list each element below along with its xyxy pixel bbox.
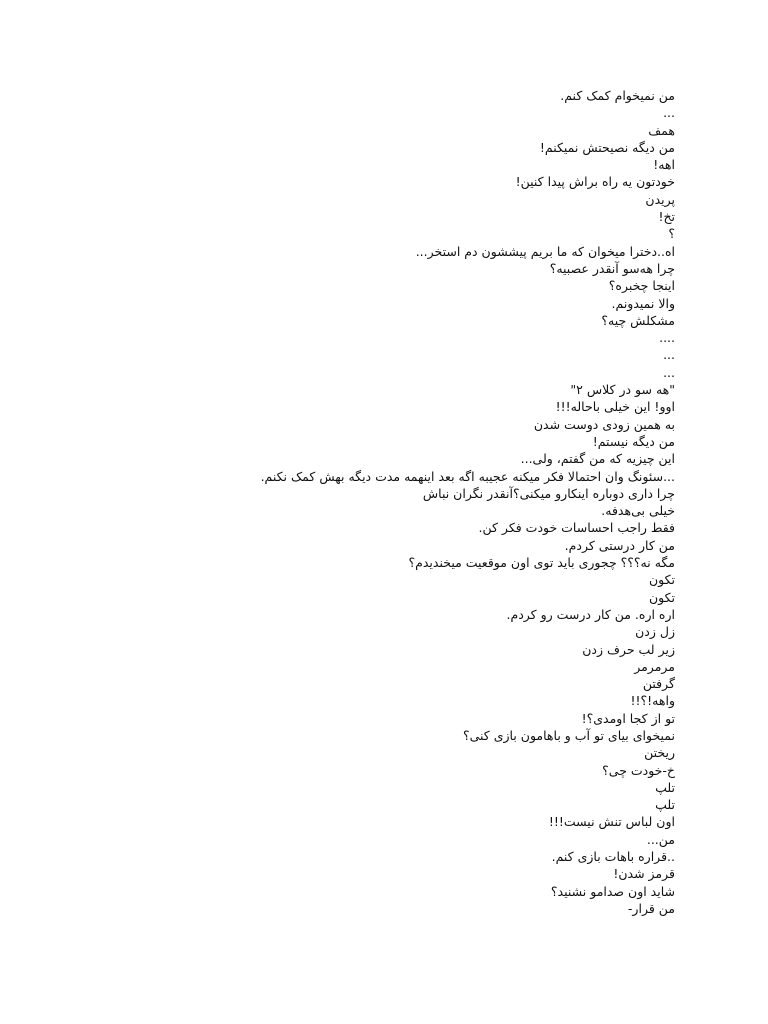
text-line: من دیگه نیستم!: [592, 433, 675, 449]
text-line: اوو! این خیلی باحاله!!!: [555, 399, 675, 415]
text-line: مرمرمر: [634, 658, 675, 674]
text-line: اره اره. من کار درست رو کردم.: [506, 606, 675, 622]
text-line: من کار درستی کردم.: [564, 537, 675, 553]
text-line: من دیگه نصیحتش نمیکنم!: [539, 139, 675, 155]
text-line: ...: [663, 105, 675, 121]
text-line: نمیخوای بیای تو آب و باهامون بازی کنی؟: [462, 727, 675, 743]
text-line: چرا داری دوباره اینکارو میکنی؟آنقدر نگران نباش: [422, 485, 675, 501]
text-line: من...: [646, 831, 675, 847]
text-line: ....: [659, 330, 675, 346]
text-line: خیلی بی‌هدفه.: [601, 503, 675, 519]
text-line: من قرار-: [627, 900, 675, 916]
text-line: پریدن: [645, 191, 675, 207]
text-line: همف: [648, 122, 675, 138]
text-line: مگه نه؟؟؟ چجوری باید توی اون موقعیت میخندیدم؟: [408, 555, 675, 571]
text-line: ...: [663, 364, 675, 380]
text-line: "هه سو در کلاس ۲": [570, 382, 675, 398]
text-line: تکون: [648, 589, 675, 605]
text-line: مشکلش چیه؟: [601, 312, 675, 328]
text-line: زیر لب حرف زدن: [582, 641, 675, 657]
text-line: اینجا چخبره؟: [608, 278, 675, 294]
text-line: تکون: [648, 572, 675, 588]
text-line: چرا هه‌سو آنقدر عصبیه؟: [549, 260, 675, 276]
text-line: زل زدن: [635, 624, 675, 640]
text-line: ریختن: [644, 745, 675, 761]
text-line: خ-خودت چی؟: [602, 762, 675, 778]
text-line: خودتون یه راه براش پیدا کنین!: [515, 174, 675, 190]
text-line: والا نمیدونم.: [611, 295, 675, 311]
text-line: اون لباس تنش نیست!!!: [548, 814, 675, 830]
text-line: ..قراره باهات بازی کنم.: [551, 849, 675, 865]
text-line: تو از کجا اومدی؟!: [581, 710, 675, 726]
text-line: به همین زودی دوست شدن: [533, 416, 675, 432]
text-line: شاید اون صدامو نشنید؟: [550, 883, 675, 899]
text-line: گرفتن: [642, 676, 675, 692]
text-line: ...سئونگ وان احتمالا فکر میکنه عجیبه اگه بعد اینهمه مدت دیگه بهش کمک نکنم.: [260, 468, 675, 484]
text-line: تلپ: [655, 797, 675, 813]
text-line: اهه!: [653, 157, 675, 173]
text-line: تخ!: [658, 209, 675, 225]
text-line: ...: [663, 347, 675, 363]
text-line: اه..دخترا میخوان که ما بریم پیششون دم استخر...: [415, 243, 675, 259]
text-line: واهه!؟!!: [630, 693, 675, 709]
text-line: قرمز شدن!: [613, 866, 675, 882]
text-line: فقط راجب احساسات خودت فکر کن.: [478, 520, 675, 536]
text-line: تلپ: [655, 779, 675, 795]
text-line: من نمیخوام کمک کنم.: [560, 88, 675, 103]
text-line: این چیزیه که من گفتم، ولی...: [520, 451, 675, 467]
text-line: ؟: [668, 226, 675, 242]
document-text: [75, 87, 675, 917]
